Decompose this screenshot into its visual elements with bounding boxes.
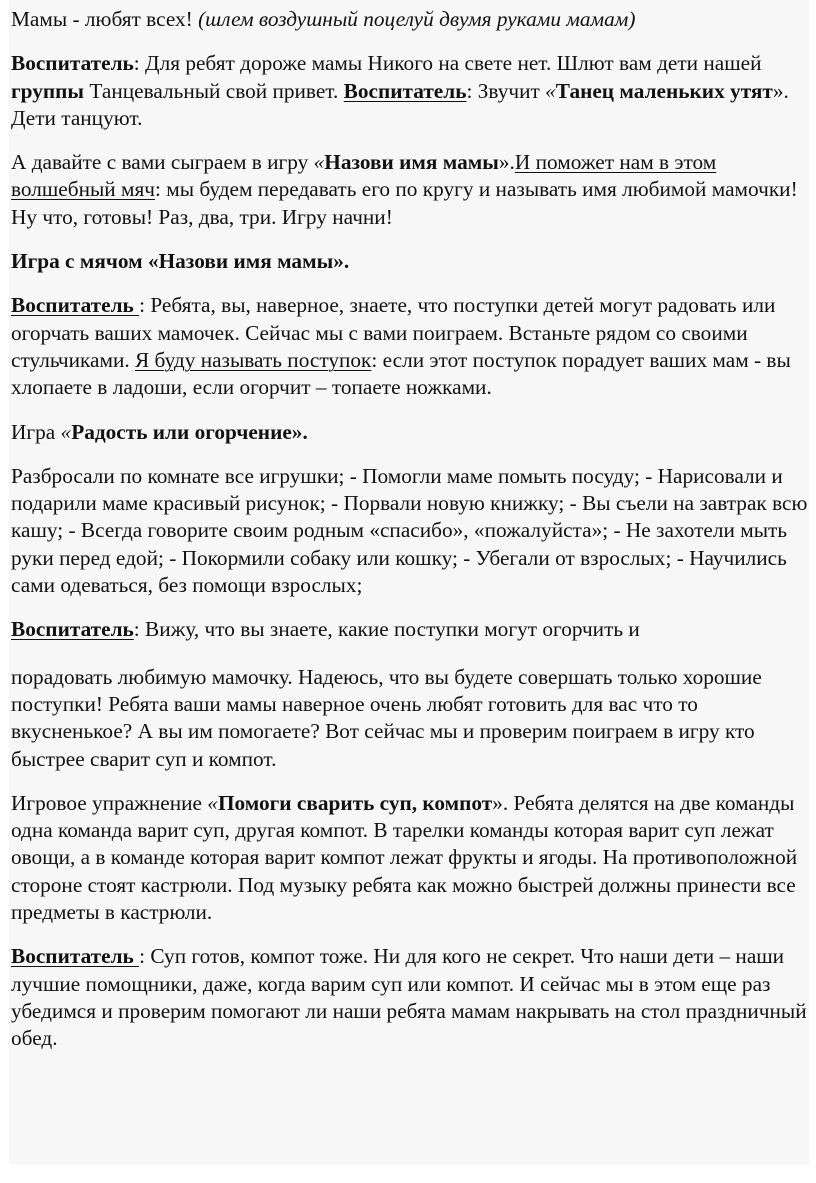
underlined-phrase: И поможет нам в этом волшебный мяч: [11, 150, 717, 202]
paragraph-closing: Воспитатель : Суп готов, компот тоже. Ни для кого не секрет. Что наши дети – наши лучшие помощники, даже, когда варим суп или компот. И сейчас мы в этом еще раз убедимся и проверим помогают ли наши ребята мамам накрывать на стол праздничный обед.: [11, 944, 807, 1051]
speaker-label: Воспитатель: [11, 51, 134, 76]
paragraph-name-game-intro: А давайте с вами сыграем в игру «Назови имя мамы».И поможет нам в этом волшебный мяч: мы будем передавать его по кругу и называть имя любимой мамочки! Ну что, готовы! Раз, два, три. Игру начни!: [11, 150, 798, 229]
paragraph-greeting: [11, 6, 809, 33]
paragraph-cooking-intro: порадовать любимую мамочку. Надеюсь, что вы будете совершать только хорошие поступки! Ребята ваши мамы наверное очень любят готовить для вас что то вкусненькое? А вы им помогаете? Вот сейчас мы и проверим поиграем в игру кто быстрее сварит суп и компот.: [11, 664, 762, 771]
speaker-label: Воспитатель: [11, 293, 140, 318]
speaker-label: Воспитатель: [343, 78, 467, 103]
underlined-phrase: Я буду называть поступок: [135, 347, 372, 372]
greeting-text: Мамы - любят всех!: [11, 7, 199, 31]
document-page: [9, 0, 809, 1165]
paragraph-dance-intro: Воспитатель: Для ребят дороже мамы Никого на свете нет. Шлют вам дети нашей группы Танцевальный свой привет. Воспитатель: Звучит «Танец маленьких утят». Дети танцуют.: [11, 51, 789, 130]
game-title: Назови имя мамы: [324, 150, 499, 175]
paragraph-cooking-game: Игровое упражнение «Помоги сварить суп, компот». Ребята делятся на две команды одна команда варит суп, другая компот. В тарелки команды которая варит суп лежат овощи, а в команде которая варит компот лежат фрукты и ягоды. На противоположной стороне стоят кастрюли. Под музыку ребята как можно быстрей должны принести все предметы в кастрюли.: [11, 790, 798, 925]
speaker-label: Воспитатель: [11, 944, 140, 969]
paragraph-deeds-list: Разбросали по комнате все игрушки; - Помогли маме помыть посуду; - Нарисовали и подарили маме красивый рисунок; - Порвали новую книжку; - Вы съели на завтрак всю кашу; - Всегда говорите своим родным «спасибо», «пожалуйста»; - Не захотели мыть руки перед едой; - Покормили собаку или кошку; - Убегали от взрослых; - Научились сами одеваться, без помощи взрослых;: [11, 463, 808, 598]
paragraph-deeds-intro: Воспитатель : Ребята, вы, наверное, знаете, что поступки детей могут радовать или огорчать ваших мамочек. Сейчас мы с вами поиграем. Встаньте рядом со своими стульчиками. Я буду называть поступок: если этот поступок порадует ваших мам - вы хлопаете в ладоши, если огорчит – топаете ножками.: [11, 293, 791, 400]
section-heading-joy-game: Игра «Радость или огорчение».: [11, 419, 308, 444]
greeting-stage-direction: (шлем воздушный поцелуй двумя руками мамам): [198, 7, 636, 31]
paragraph-teacher-comment: Воспитатель: Вижу, что вы знаете, какие поступки могут огорчить и: [11, 617, 640, 642]
speaker-label: Воспитатель: [11, 617, 134, 642]
bold-word-group: группы: [11, 78, 85, 103]
section-heading-ball-game: Игра с мячом «Назови имя мамы».: [11, 249, 350, 274]
game-title: Помоги сварить суп, компот: [217, 790, 493, 815]
dance-title: Танец маленьких утят: [555, 78, 773, 103]
game-title: Радость или огорчение».: [71, 419, 308, 444]
